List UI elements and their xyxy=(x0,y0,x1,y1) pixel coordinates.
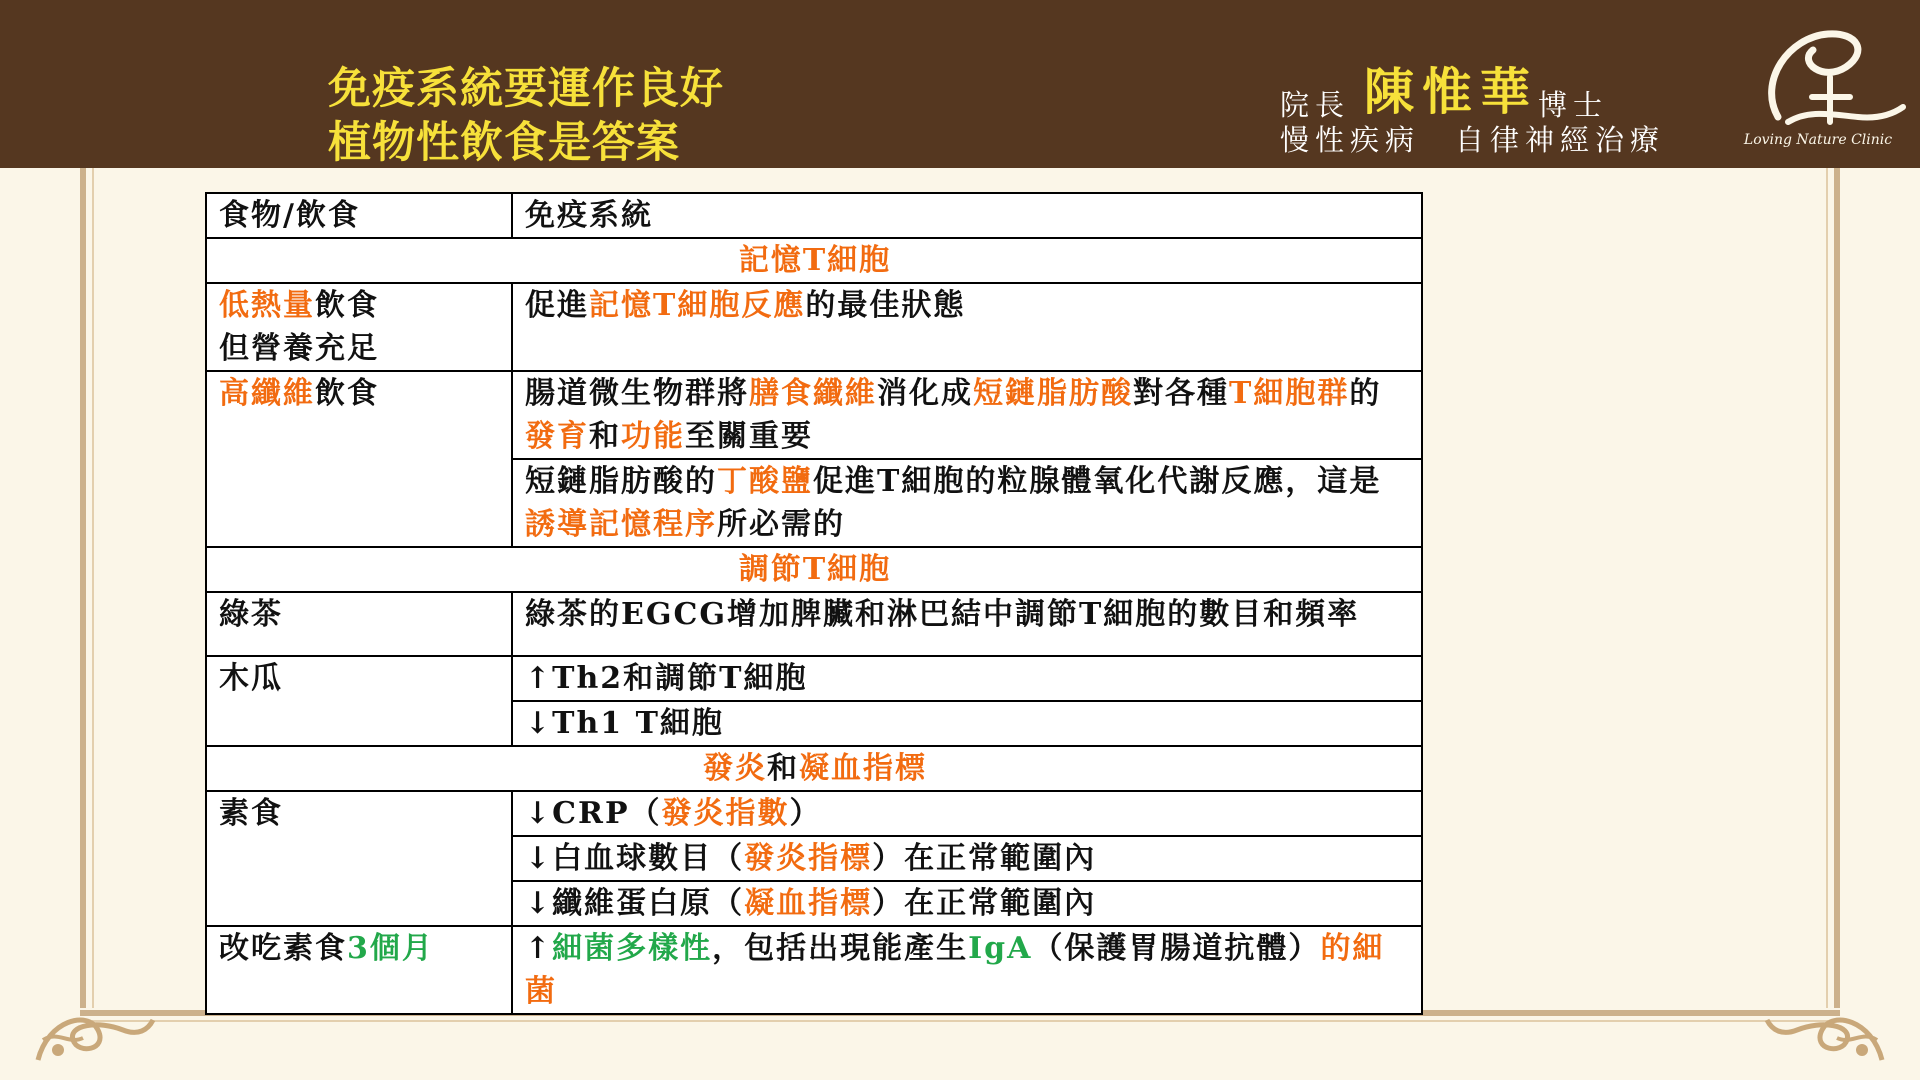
effect-highlight: 記憶T細胞反應 xyxy=(589,288,806,323)
effect-cell xyxy=(512,283,1422,371)
effect-highlight: 膳食纖維 xyxy=(749,376,877,411)
food-cell: 綠茶 xyxy=(206,592,512,656)
clinic-logo xyxy=(1718,22,1918,152)
effect-text: 短鏈脂肪酸的 xyxy=(525,464,717,499)
effect-cell xyxy=(512,459,1422,547)
effect-cell xyxy=(512,836,1422,881)
food-text: 飲食 xyxy=(315,288,379,323)
food-cell: 素食 xyxy=(206,791,512,926)
food-text: 改吃素食 xyxy=(219,931,347,966)
effect-cell: ↓Th1 T細胞 xyxy=(512,701,1422,746)
section-row xyxy=(206,238,1422,283)
effect-cell xyxy=(512,926,1422,1014)
table-row xyxy=(206,283,1422,371)
effect-cell xyxy=(512,791,1422,836)
food-cell xyxy=(206,371,512,547)
title-line-1: 免疫系統要運作良好 xyxy=(328,64,724,114)
effect-highlight: T細胞群 xyxy=(1229,376,1350,411)
effect-text: 消化成 xyxy=(877,376,973,411)
doctor-role: 院長 xyxy=(1280,88,1351,122)
section-row xyxy=(206,746,1422,791)
effect-highlight: 發育 xyxy=(525,419,589,454)
section-highlight: 發炎 xyxy=(703,751,767,786)
doctor-suffix: 博士 xyxy=(1538,88,1609,122)
effect-text: 所必需的 xyxy=(717,507,845,542)
effect-text: 的最佳狀態 xyxy=(805,288,966,323)
food-highlight: 3個月 xyxy=(347,931,434,966)
effect-cell xyxy=(512,371,1422,459)
food-cell xyxy=(206,926,512,1014)
ornament-bottom-right-icon xyxy=(1762,970,1892,1070)
effect-cell: ↑Th2和調節T細胞 xyxy=(512,656,1422,701)
effect-text: 促進T細胞的粒腺體氧化代謝反應，這是 xyxy=(813,464,1382,499)
frame-bottom-inner xyxy=(92,1020,1828,1022)
effect-text: 至關重要 xyxy=(685,419,813,454)
section-inflammation xyxy=(206,746,1422,791)
ornament-bottom-left-icon xyxy=(28,970,158,1070)
section-memory-t: 記憶T細胞 xyxy=(206,238,1422,283)
slide-title xyxy=(328,62,724,170)
effect-highlight: IgA xyxy=(968,931,1033,966)
effect-text: 和 xyxy=(589,419,621,454)
effect-highlight: 功能 xyxy=(621,419,685,454)
table-row xyxy=(206,656,1422,701)
effect-text: ↓白血球數目（ xyxy=(525,841,745,876)
food-cell xyxy=(206,283,512,371)
food-highlight: 低熱量 xyxy=(219,288,315,323)
effect-text: 對各種 xyxy=(1133,376,1229,411)
doctor-specialty: 慢性疾病 自律神經治療 xyxy=(1280,123,1666,157)
section-text: 和 xyxy=(767,751,799,786)
table-row xyxy=(206,926,1422,1014)
doctor-name: 陳惟華 xyxy=(1364,62,1539,121)
frame-right-inner xyxy=(1826,168,1828,1008)
effect-text: ↓CRP（ xyxy=(525,796,662,831)
effect-text: ↓纖維蛋白原（ xyxy=(525,886,745,921)
frame-left-inner xyxy=(92,168,94,1008)
effect-highlight: 發炎指數 xyxy=(661,796,790,831)
doctor-info xyxy=(1280,52,1665,159)
header-food: 食物/飲食 xyxy=(206,193,512,238)
effect-cell xyxy=(512,881,1422,926)
effect-text: ）在正常範圍內 xyxy=(872,841,1097,876)
table-row xyxy=(206,791,1422,836)
food-text: 飲食 xyxy=(315,376,379,411)
effect-highlight: 丁酸鹽 xyxy=(717,464,813,499)
effect-text: ）在正常範圍內 xyxy=(872,886,1097,921)
table-row xyxy=(206,592,1422,656)
header-immune: 免疫系統 xyxy=(512,193,1422,238)
section-regulatory-t: 調節T細胞 xyxy=(206,547,1422,592)
logo-text: Loving Nature Clinic xyxy=(1743,132,1893,148)
effect-text: 的 xyxy=(1349,376,1382,411)
effect-highlight: 短鏈脂肪酸 xyxy=(973,376,1133,411)
effect-cell: 綠茶的EGCG增加脾臟和淋巴結中調節T細胞的數目和頻率 xyxy=(512,592,1422,656)
effect-highlight: 細菌多樣性 xyxy=(552,931,713,966)
food-highlight: 高纖維 xyxy=(219,376,315,411)
frame-left xyxy=(80,168,86,1008)
food-cell: 木瓜 xyxy=(206,656,512,746)
section-row xyxy=(206,547,1422,592)
title-line-2: 植物性飲食是答案 xyxy=(328,118,680,168)
food-text: 但營養充足 xyxy=(219,331,379,366)
effect-highlight: 凝血指標 xyxy=(744,886,873,921)
effect-text: ，包括出現能產生 xyxy=(712,931,969,966)
effect-highlight: 的細菌 xyxy=(525,931,1385,1009)
effect-text: ） xyxy=(789,796,822,831)
effect-highlight: 誘導記憶程序 xyxy=(525,507,717,542)
table-row xyxy=(206,371,1422,459)
table-header-row xyxy=(206,193,1422,238)
effect-highlight: 發炎指標 xyxy=(744,841,873,876)
header-bar xyxy=(0,0,1920,168)
section-highlight: 凝血指標 xyxy=(799,751,927,786)
effect-text: ↑ xyxy=(525,931,553,966)
immune-food-table xyxy=(205,192,1423,1015)
effect-text: 腸道微生物群將 xyxy=(525,376,749,411)
frame-right xyxy=(1834,168,1840,1008)
effect-text: 促進 xyxy=(525,288,589,323)
effect-text: （保護胃腸道抗體） xyxy=(1032,931,1321,966)
